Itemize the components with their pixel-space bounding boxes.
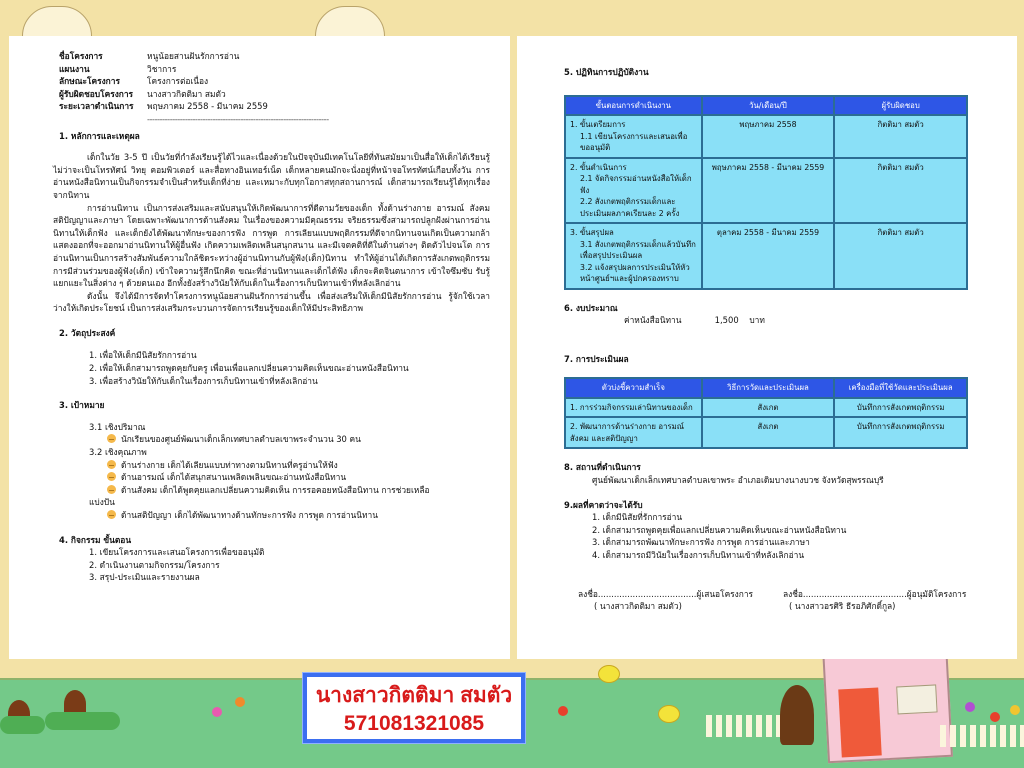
column-header: ขั้นตอนการดำเนินงาน [565,96,702,116]
evaluation-table [564,377,968,449]
table-row [565,158,967,224]
table-cell: บันทึกการสังเกตพฤติกรรม [834,417,967,448]
list-item: 3. เพื่อสร้างวินัยให้กับเด็กในเรื่องการเก็บนิทานเข้าที่หลังเลิกอ่าน [89,375,318,386]
budget-amount: 1,500 [714,315,739,326]
list-item-text: ด้านร่างกาย เด็กได้เลียนแบบท่าทางตามนิทานที่ครูอ่านให้ฟัง [121,459,338,470]
paragraph: เด็กในวัย 3-5 ปี เป็นวัยที่กำลังเรียนรู้ได้ไวและเนื่องด้วยในปัจจุบันมีเทคโนโลยีที่ทันสมัยมาเป็นสื่อให้เด็กได้เรียนรู้ ไม่ว่าจะเป็นโทรทัศน์ วิทยุ คอมพิวเตอร์ และสื่อทางอินเทอร์เน็ต เด็กหลายคนมักจะนั่งอยู่ที่หน้าจอโทรทัศน์เกือบทั้งวัน การอ่านหนังสือนิทานเป็นกิจกรรมจำเป็นสำหรับเด็กที่ง่าย และเหมาะกับทุกโอกาสทุกสถานการณ์ เด็กสามารถเรียนรู้ได้ทุกเรื่องจากนิทาน [53,152,490,200]
activities-list [59,546,490,584]
list-item: 1. เพื่อให้เด็กมีนิสัยรักการอ่าน [89,350,197,361]
table-cell: สังเกต [702,417,835,448]
step-sub: 2.1 จัดกิจกรรมอ่านหนังสือให้เด็กฟัง [580,174,692,195]
section-heading: 5. ปฏิทินการปฏิบัติงาน [564,67,649,77]
fence-decoration [940,725,1024,747]
column-header: ตัวบ่งชี้ความสำเร็จ [565,378,702,398]
flower-decoration [558,706,568,716]
table-cell: บันทึกการสังเกตพฤติกรรม [834,398,967,418]
budget-item: ค่าหนังสือนิทาน [624,315,682,326]
table-cell: กิตติมา สมตัว [834,115,967,158]
table-header-row [565,378,967,398]
signature-line: ลงชื่อ.......................................ผู้อนุมัติโครงการ [783,588,967,599]
paragraph: ดังนั้น จึงได้มีการจัดทำโครงการหนูน้อยสานฝันรักการอ่านขึ้น เพื่อส่งเสริมให้เด็กมีนิสัยรักการอ่าน รู้จักใช้เวลาว่างให้เกิดประโยชน์ เป็นการส่งเสริมกระบวนการจัดการเรียนรู้ของเด็กให้มีประสิทธิภาพ [53,290,490,314]
list-item [59,484,490,497]
table-cell [565,158,702,224]
list-item: 2. ดำเนินงานตามกิจกรรม/โครงการ [89,559,220,570]
table-cell: 2. พัฒนาการด้านร่างกาย อารมณ์ สังคม และสติปัญญา [565,417,702,448]
meta-value: โครงการต่อเนื่อง [147,76,209,87]
bird-decoration [658,705,680,723]
smiley-icon [107,434,116,443]
table-cell: สังเกต [702,398,835,418]
list-item: 3. เด็กสามารถพัฒนาทักษะการฟัง การพูด การอ่านและภาษา [592,537,810,548]
list-item: 3. สรุป-ประเมินและรายงานผล [89,572,200,583]
list-item [59,509,490,522]
table-cell: พฤษภาคม 2558 - มีนาคม 2559 [702,158,835,224]
flower-decoration [1010,705,1020,715]
step-sub: 2.2 สังเกตพฤติกรรมเด็กและประเมินผลภาคเรียนละ 2 ครั้ง [580,197,680,218]
signer-name: ( นางสาวกิตติมา สมตัว) [594,601,682,612]
section-heading: 9.ผลที่คาดว่าจะได้รับ [564,499,643,510]
list-item-text: ด้านสติปัญญา เด็กได้พัฒนาทางด้านทักษะการฟัง การพูด การอ่านนิทาน [121,510,378,520]
author-name-badge [303,673,525,743]
section-heading: 2. วัตถุประสงค์ [59,327,116,338]
meta-value: พฤษภาคม 2558 - มีนาคม 2559 [147,101,268,112]
list-item: 1. เด็กมีนิสัยที่รักการอ่าน [592,512,683,523]
document-page-right [517,36,1017,659]
table-cell: กิตติมา สมตัว [834,223,967,289]
separator-line: ------------------------------------------------------------------------ [147,113,329,124]
section-heading: 6. งบประมาณ [564,302,618,313]
signature-block [578,588,997,613]
bush-decoration [0,716,45,734]
objectives-list [59,349,490,387]
flower-decoration [212,707,222,717]
flower-decoration [990,712,1000,722]
author-name: นางสาวกิตติมา สมตัว [315,684,513,707]
list-item: 4. เด็กสามารถมีวินัยในเรื่องการเก็บนิทานเข้าที่หลังเลิกอ่าน [592,549,805,560]
paragraph: การอ่านนิทาน เป็นการส่งเสริมและสนับสนุนให้เกิดพัฒนาการที่ดีตามวัยของเด็ก ทั้งด้านร่างกาย อารมณ์ สังคม สติปัญญาและภาษา โดยเฉพาะพัฒนาการด้านสังคม ในเรื่องของความมีคุณธรรม จริยธรรมซึ่งสามารถปลูกฝังผ่านการอ่านนิทานให้เด็กฟัง และเด็กยังได้พัฒนาทักษะของการฟัง การพูด การเลียนแบบพฤติกรรมที่ดีจากนิทานจนเกิดเป็นความกล้าแสดงออกที่จะออกมาอ่านนิทานให้ผู้อื่นฟัง เกิดความเพลิดเพลินสนุกสนาน และมีเจตคติที่ดีในด้านต่างๆ ติดตัวไปจนโต การอ่านนิทานเป็นการสร้างสัมพันธ์ความใกล้ชิดระหว่างผู้อ่านนิทานกับผู้ฟัง(เด็ก)นิทาน ทำให้ผู้อ่านได้เกิดการสังเกตพฤติกรรมการมีส่วนร่วมของผู้ฟัง(เด็ก) เข้าใจความรู้สึกนึกคิด ขณะที่อ่านนิทานและเด็กได้ฟัง เด็กจะคิดจินตนาการ เข้าใจซึมซับ รับรู้ แยกแยะในสิ่งต่าง ๆ ด้วยตนเอง อีกทั้งยังสร้างวินัยให้กับเด็กในเรื่องการเก็บนิทานเข้าที่หลังเลิกอ่าน [53,202,490,289]
schedule-table [564,95,968,290]
section-heading: 4. กิจกรรม ขั้นตอน [59,534,132,545]
project-meta [59,50,490,126]
step-title: 2. ขั้นดำเนินการ [570,162,627,172]
meta-row [59,63,490,76]
meta-row [59,100,490,113]
meta-label: ชื่อโครงการ [59,51,103,61]
smiley-icon [107,460,116,469]
column-header: วิธีการวัดและประเมินผล [702,378,835,398]
signature-approver [783,588,966,613]
section-heading: 1. หลักการและเหตุผล [59,130,140,141]
list-item: 1. เขียนโครงการและเสนอโครงการเพื่อขออนุมัติ [89,547,265,558]
targets-list [59,421,490,522]
author-student-id: 571081321085 [343,712,485,735]
house-decoration [822,642,953,763]
step-sub: 1.1 เขียนโครงการและเสนอเพื่อขออนุมัติ [580,131,688,153]
list-item-wrap: แบ่งปัน [89,497,115,508]
list-item [59,459,490,472]
meta-label: ลักษณะโครงการ [59,76,120,87]
list-item-text: ด้านสังคม เด็กได้พูดคุยแลกเปลี่ยนความคิดเห็น การรอคอยหนังสือนิทาน การช่วยเหลือ [121,484,430,495]
door-decoration [838,687,882,757]
budget-line [564,314,997,327]
bush-decoration [45,712,120,730]
signature-proposer [578,588,783,613]
smiley-icon [107,510,116,519]
sub-heading: 3.1 เชิงปริมาณ [89,421,146,432]
signer-name: ( นางสาวอรศิริ ธีรอภิศักดิ์กูล) [789,601,896,612]
list-item: 2. เพื่อให้เด็กสามารถพูดคุยกับครู เพื่อนเพื่อแลกเปลี่ยนความคิดเห็นขณะอ่านหนังสือนิทาน [89,363,409,374]
table-cell: ตุลาคม 2558 - มีนาคม 2559 [702,223,835,289]
column-header: ผู้รับผิดชอบ [834,96,967,116]
section-heading: 8. สถานที่ดำเนินการ [564,462,641,473]
flower-decoration [235,697,245,707]
bird-decoration [598,665,620,683]
smiley-icon [107,472,116,481]
step-title: 1. ขั้นเตรียมการ [570,120,626,130]
meta-row [59,75,490,88]
list-item-text: นักเรียนของศูนย์พัฒนาเด็กเล็กเทศบาลตำบลเขาพระจำนวน 30 คน [121,434,361,445]
meta-label: ผู้รับผิดชอบโครงการ [59,88,134,99]
list-item-text: ด้านอารมณ์ เด็กได้สนุกสนานเพลิดเพลินขณะอ่านหนังสือนิทาน [121,472,347,483]
table-cell [565,115,702,158]
column-header: วัน/เดือน/ปี [702,96,835,116]
meta-label: ระยะเวลาดำเนินการ [59,101,134,112]
meta-value: วิชาการ [147,63,177,74]
section-heading: 7. การประเมินผล [564,353,629,364]
table-row [565,115,967,158]
tree-decoration [780,685,814,745]
meta-label: แผนงาน [59,63,90,74]
step-title: 3. ขั้นสรุปผล [570,228,614,238]
meta-value: หนูน้อยสานฝันรักการอ่าน [147,51,240,61]
window-decoration [896,684,937,714]
document-page-left [9,36,510,659]
meta-value: นางสาวกิตติมา สมตัว [147,88,226,99]
signature-line: ลงชื่อ.....................................ผู้เสนอโครงการ [578,588,754,599]
sub-heading: 3.2 เชิงคุณภาพ [89,447,147,458]
flower-decoration [965,702,975,712]
table-cell: พฤษภาคม 2558 [702,115,835,158]
table-row [565,398,967,418]
step-sub: 3.2 แจ้งสรุปผลการประเมินให้หัวหน้าศูนย์ฯและผู้ปกครองทราบ [580,262,690,284]
section-heading: 3. เป้าหมาย [59,400,105,411]
smiley-icon [107,485,116,494]
location-text: ศูนย์พัฒนาเด็กเล็กเทศบาลตำบลเขาพระ อำเภอเดิมบางนางบวช จังหวัดสุพรรณบุรี [592,474,884,485]
expected-results-list [564,511,997,561]
table-header-row [565,96,967,116]
table-cell [565,223,702,289]
table-cell: 1. การร่วมกิจกรรมเล่านิทานของเด็ก [565,398,702,418]
table-row [565,417,967,448]
step-sub: 3.1 สังเกตพฤติกรรมเด็กแล้วบันทึก เพื่อสรุปประเมินผล [580,239,696,261]
meta-row [59,50,490,63]
meta-row [59,88,490,101]
budget-unit: บาท [749,315,765,326]
table-row [565,223,967,289]
column-header: เครื่องมือที่ใช้วัดและประเมินผล [834,378,967,398]
list-item: 2. เด็กสามารถพูดคุยเพื่อแลกเปลี่ยนความคิดเห็นขณะอ่านหนังสือนิทาน [592,524,847,535]
list-item [59,471,490,484]
list-item [59,433,490,446]
table-cell: กิตติมา สมตัว [834,158,967,224]
